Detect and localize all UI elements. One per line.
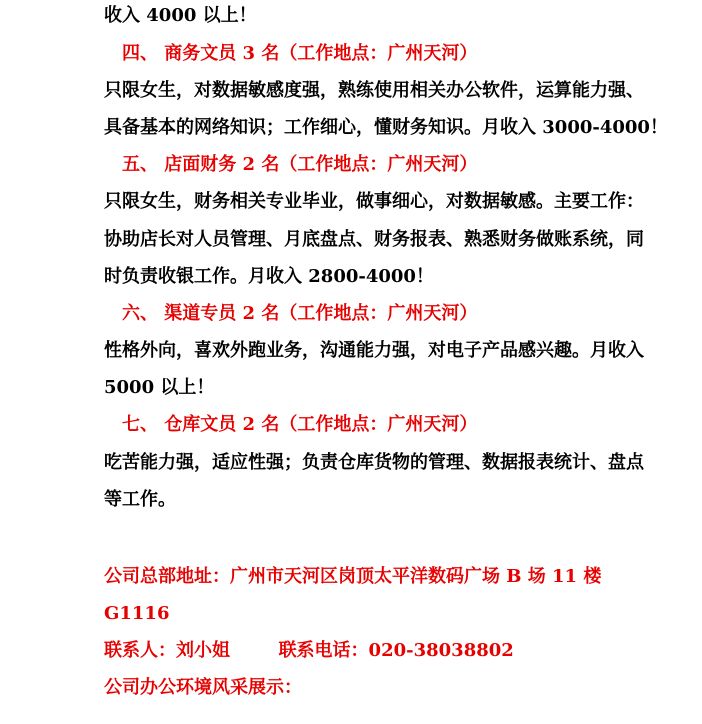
section-5-line-1: 只限女生，财务相关专业毕业，做事细心，对数据敏感。主要工作： (104, 191, 644, 212)
section-5-line-2: 协助店长对人员管理、月底盘点、财务报表、熟悉财务做账系统，同 (104, 229, 644, 250)
section-heading-6: 六、 渠道专员 2 名（工作地点：广州天河） (122, 303, 478, 324)
section-5-line-3: 时负责收银工作。月收入 2800-4000！ (104, 266, 434, 287)
top-line: 收入 4000 以上！ (104, 5, 257, 26)
section-heading-5: 五、 店面财务 2 名（工作地点：广州天河） (122, 154, 478, 175)
section-heading-4: 四、 商务文员 3 名（工作地点：广州天河） (122, 43, 478, 64)
address-line-1: 公司总部地址：广州市天河区岗顶太平洋数码广场 B 场 11 楼 (104, 566, 602, 587)
contact-row (104, 640, 602, 662)
address-line-2: G1116 (104, 603, 170, 624)
section-heading-7: 七、 仓库文员 2 名（工作地点：广州天河） (122, 414, 478, 435)
contact-phone: 联系电话：020-38038802 (278, 640, 514, 661)
section-7-line-1: 吃苦能力强，适应性强；负责仓库货物的管理、数据报表统计、盘点 (104, 452, 644, 473)
section-4-line-1: 只限女生，对数据敏感度强，熟练使用相关办公软件，运算能力强、 (104, 80, 644, 101)
section-6-line-2: 5000 以上！ (104, 377, 215, 398)
showcase-label: 公司办公环境风采展示： (104, 677, 302, 698)
section-6-line-1: 性格外向，喜欢外跑业务，沟通能力强，对电子产品感兴趣。月收入 (104, 340, 644, 361)
section-7-line-2: 等工作。 (104, 489, 176, 510)
section-4-line-2: 具备基本的网络知识；工作细心，懂财务知识。月收入 3000-4000！ (104, 117, 668, 138)
contact-person: 联系人：刘小姐 (104, 640, 230, 661)
